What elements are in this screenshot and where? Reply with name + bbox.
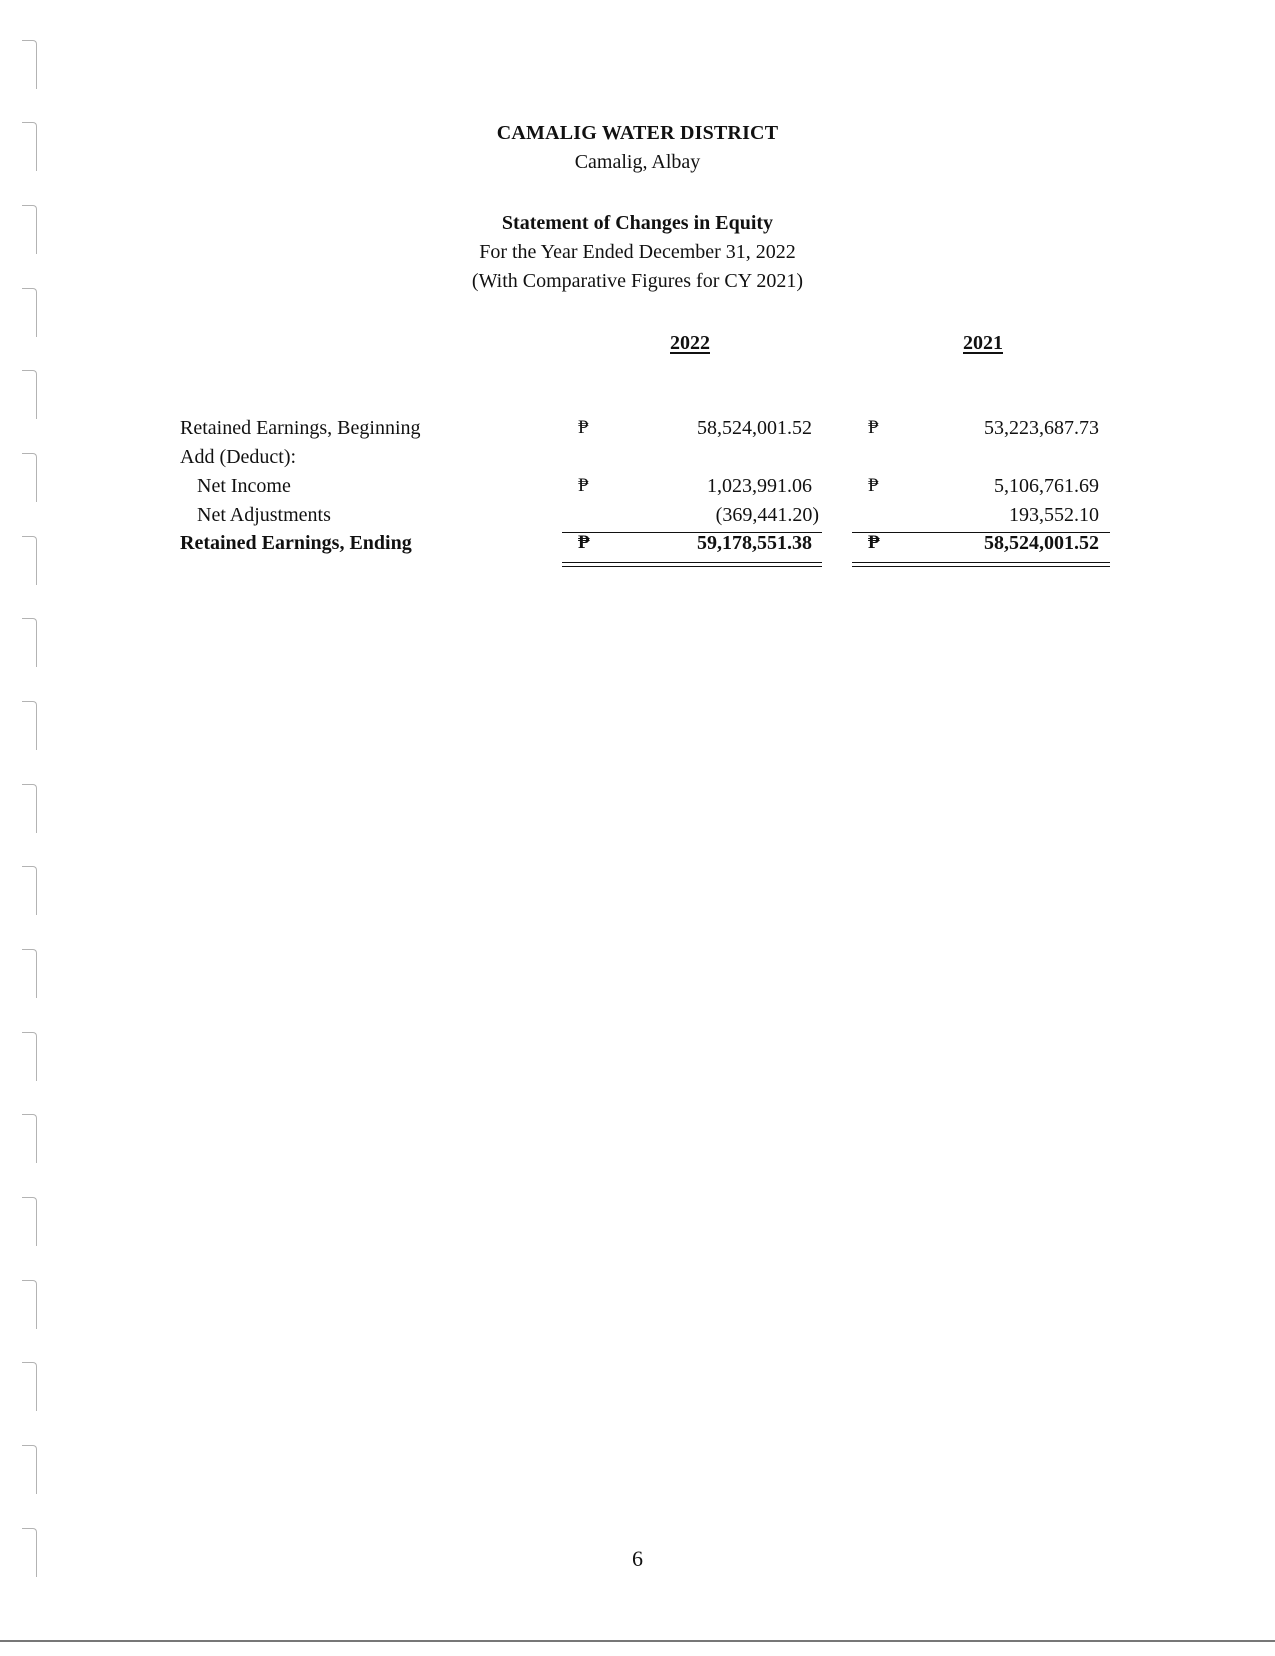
page-bottom-edge — [0, 1640, 1275, 1642]
peso-sign-icon: ₱ — [578, 532, 590, 553]
amount-2022: 58,524,001.52 — [697, 417, 812, 439]
peso-sign-icon: ₱ — [868, 417, 879, 438]
binder-hole-mark — [22, 288, 37, 337]
row-label: Retained Earnings, Beginning — [180, 417, 421, 439]
organization-name: CAMALIG WATER DISTRICT — [496, 122, 779, 144]
binder-hole-mark — [22, 618, 37, 667]
column-header-2021: 2021 — [963, 332, 1003, 354]
amount-2021: 193,552.10 — [1009, 504, 1099, 526]
table-row-add-deduct — [0, 446, 1275, 476]
binder-hole-mark — [22, 1032, 37, 1081]
total-double-rule-2021 — [852, 566, 1110, 567]
statement-period: For the Year Ended December 31, 2022 — [479, 241, 796, 263]
statement-comparative-note: (With Comparative Figures for CY 2021) — [471, 270, 804, 292]
row-label: Add (Deduct): — [180, 446, 297, 468]
binder-hole-mark — [22, 866, 37, 915]
amount-2021: 53,223,687.73 — [984, 417, 1099, 439]
binder-hole-mark — [22, 1362, 37, 1411]
amount-2022: 59,178,551.38 — [697, 532, 812, 554]
table-row-net-adjustments — [0, 504, 1275, 534]
binder-hole-mark — [22, 701, 37, 750]
amount-2022: (369,441.20) — [715, 504, 819, 526]
row-label: Net Adjustments — [197, 504, 331, 526]
row-label: Retained Earnings, Ending — [180, 532, 412, 554]
binder-hole-mark — [22, 40, 37, 89]
binder-hole-mark — [22, 1114, 37, 1163]
amount-2021: 58,524,001.52 — [984, 532, 1099, 554]
binder-hole-mark — [22, 1197, 37, 1246]
binder-hole-mark — [22, 949, 37, 998]
total-double-rule-2021 — [852, 562, 1110, 563]
table-row-retained-ending — [0, 532, 1275, 562]
page-number: 6 — [632, 1546, 643, 1571]
table-row-net-income — [0, 475, 1275, 505]
binder-hole-mark — [22, 784, 37, 833]
peso-sign-icon: ₱ — [868, 532, 880, 553]
total-double-rule-2022 — [562, 566, 822, 567]
row-label: Net Income — [197, 475, 291, 497]
total-double-rule-2022 — [562, 562, 822, 563]
amount-2022: 1,023,991.06 — [707, 475, 812, 497]
peso-sign-icon: ₱ — [578, 417, 589, 438]
column-header-2022: 2022 — [670, 332, 710, 354]
binder-hole-mark — [22, 1280, 37, 1329]
peso-sign-icon: ₱ — [578, 475, 589, 496]
peso-sign-icon: ₱ — [868, 475, 879, 496]
table-row-retained-beginning — [0, 417, 1275, 447]
binder-hole-mark — [22, 1445, 37, 1494]
statement-title: Statement of Changes in Equity — [501, 212, 774, 234]
binder-hole-mark — [22, 370, 37, 419]
organization-location: Camalig, Albay — [574, 151, 701, 173]
amount-2021: 5,106,761.69 — [994, 475, 1099, 497]
